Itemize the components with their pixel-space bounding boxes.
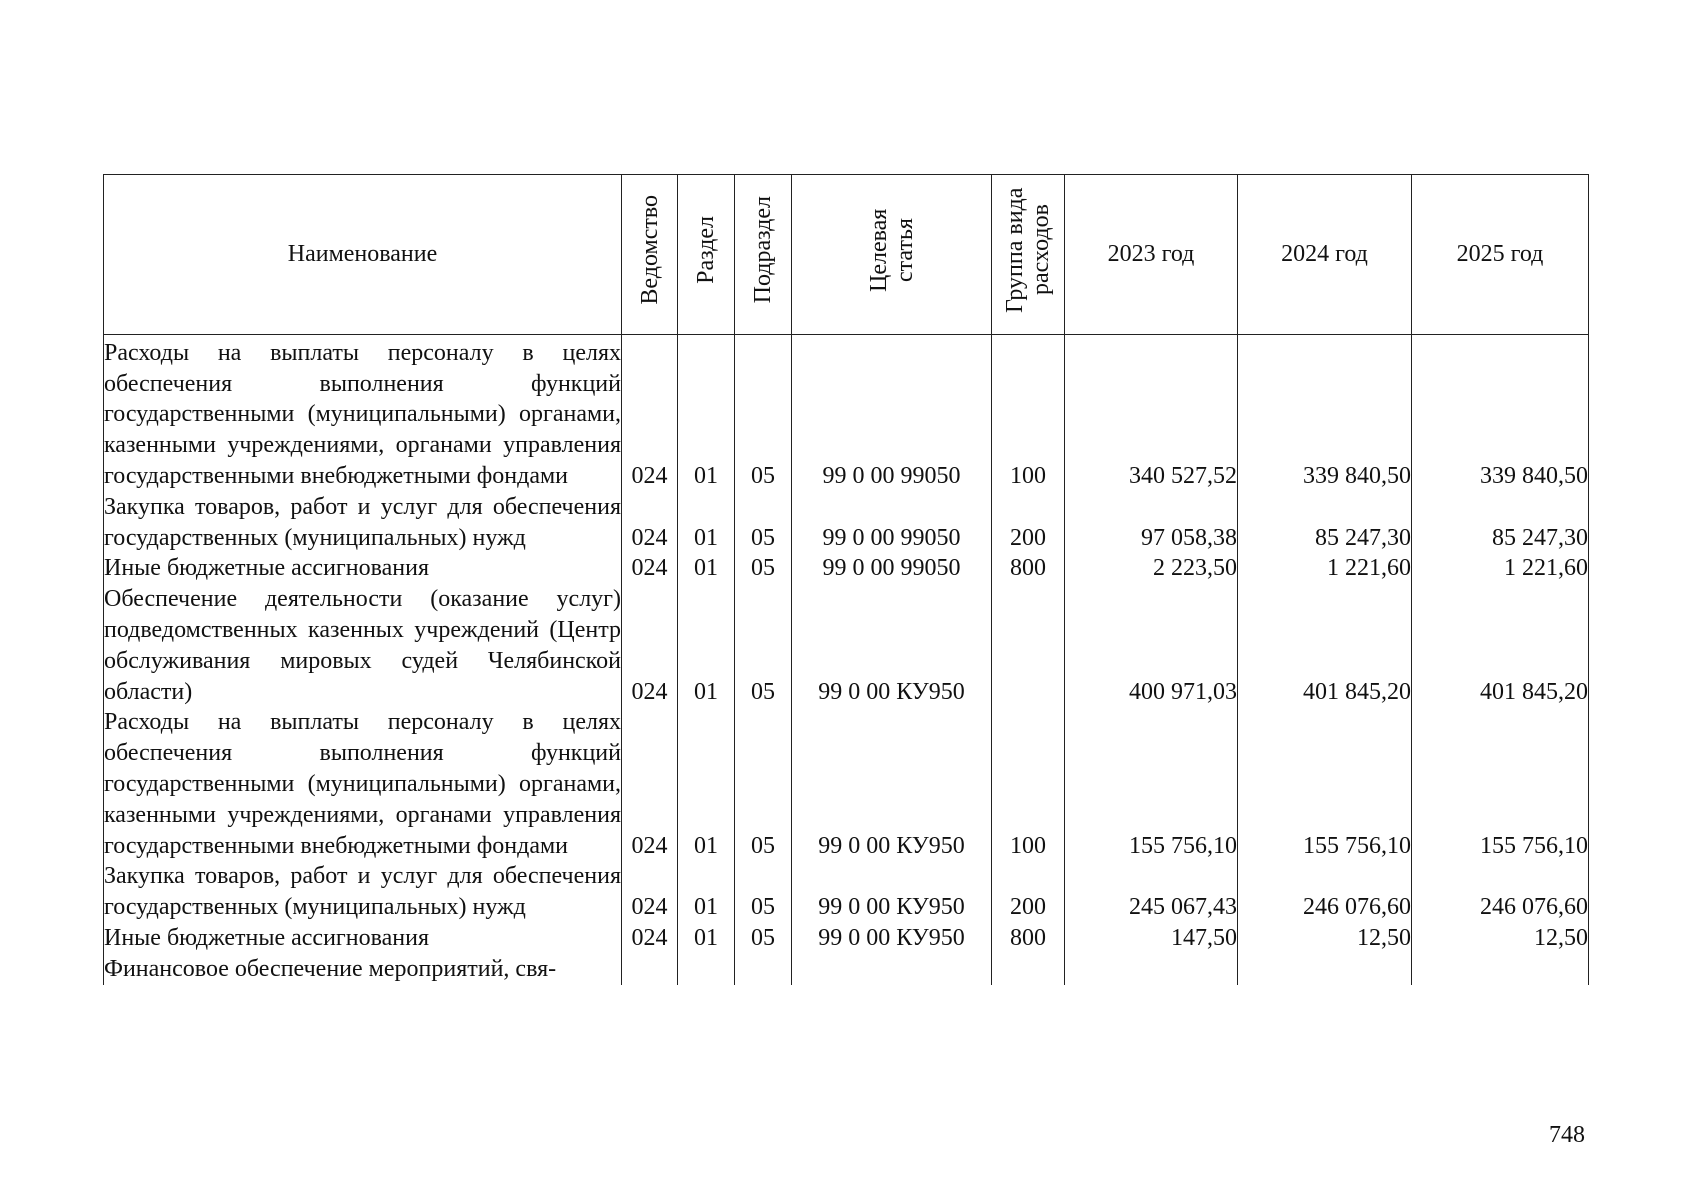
row-expense-group: 100 bbox=[992, 334, 1065, 491]
row-2025: 1 221,60 bbox=[1412, 553, 1589, 584]
table-row bbox=[104, 707, 1589, 861]
row-section: 01 bbox=[678, 334, 735, 491]
row-name: Иные бюджетные ассигнования bbox=[104, 553, 622, 584]
row-section: 01 bbox=[678, 861, 735, 923]
row-2025: 401 845,20 bbox=[1412, 584, 1589, 707]
row-2023: 147,50 bbox=[1065, 923, 1238, 954]
row-2023: 2 223,50 bbox=[1065, 553, 1238, 584]
row-subsection: 05 bbox=[735, 334, 792, 491]
header-2024: 2024 год bbox=[1238, 175, 1412, 335]
row-2024: 12,50 bbox=[1238, 923, 1412, 954]
row-target-item: 99 0 00 КУ950 bbox=[792, 707, 992, 861]
row-expense-group: 800 bbox=[992, 923, 1065, 954]
budget-table bbox=[103, 174, 1589, 985]
row-target-item bbox=[792, 954, 992, 985]
row-2025 bbox=[1412, 954, 1589, 985]
header-2025: 2025 год bbox=[1412, 175, 1589, 335]
row-name: Расходы на выплаты персоналу в целях обеспечения выполнения функций государственными (муниципальными) органами, казенными учреждениями, органами управления государственными внебюджетными фондами bbox=[104, 334, 622, 491]
row-2024: 155 756,10 bbox=[1238, 707, 1412, 861]
row-2023: 400 971,03 bbox=[1065, 584, 1238, 707]
row-name: Иные бюджетные ассигнования bbox=[104, 923, 622, 954]
table-row bbox=[104, 334, 1589, 491]
row-name: Расходы на выплаты персоналу в целях обеспечения выполнения функций государственными (муниципальными) органами, казенными учреждениями, органами управления государственными внебюджетными фондами bbox=[104, 707, 622, 861]
row-expense-group: 200 bbox=[992, 492, 1065, 554]
row-2024: 1 221,60 bbox=[1238, 553, 1412, 584]
row-section bbox=[678, 954, 735, 985]
table-row bbox=[104, 553, 1589, 584]
row-department: 024 bbox=[622, 334, 678, 491]
row-name: Закупка товаров, работ и услуг для обеспечения государственных (муниципальных) нужд bbox=[104, 861, 622, 923]
row-subsection: 05 bbox=[735, 492, 792, 554]
row-subsection: 05 bbox=[735, 923, 792, 954]
row-2025: 12,50 bbox=[1412, 923, 1589, 954]
row-expense-group bbox=[992, 954, 1065, 985]
row-department bbox=[622, 954, 678, 985]
row-subsection: 05 bbox=[735, 707, 792, 861]
row-subsection: 05 bbox=[735, 553, 792, 584]
row-2024 bbox=[1238, 954, 1412, 985]
row-2025: 155 756,10 bbox=[1412, 707, 1589, 861]
row-2024: 339 840,50 bbox=[1238, 334, 1412, 491]
row-target-item: 99 0 00 99050 bbox=[792, 334, 992, 491]
table-row bbox=[104, 861, 1589, 923]
page-number: 748 bbox=[1549, 1122, 1585, 1148]
row-target-item: 99 0 00 КУ950 bbox=[792, 584, 992, 707]
row-name: Закупка товаров, работ и услуг для обеспечения государственных (муниципальных) нужд bbox=[104, 492, 622, 554]
row-2024: 246 076,60 bbox=[1238, 861, 1412, 923]
row-department: 024 bbox=[622, 923, 678, 954]
row-name: Финансовое обеспечение мероприятий, свя- bbox=[104, 954, 622, 985]
row-2025: 85 247,30 bbox=[1412, 492, 1589, 554]
row-expense-group bbox=[992, 584, 1065, 707]
row-name: Обеспечение деятельности (оказание услуг) подведомственных казенных учреждений (Центр обслуживания мировых судей Челябинской области) bbox=[104, 584, 622, 707]
row-2024: 401 845,20 bbox=[1238, 584, 1412, 707]
row-department: 024 bbox=[622, 707, 678, 861]
table-row bbox=[104, 923, 1589, 954]
row-expense-group: 100 bbox=[992, 707, 1065, 861]
row-target-item: 99 0 00 99050 bbox=[792, 553, 992, 584]
row-section: 01 bbox=[678, 707, 735, 861]
table-row bbox=[104, 492, 1589, 554]
row-2023 bbox=[1065, 954, 1238, 985]
row-section: 01 bbox=[678, 584, 735, 707]
row-department: 024 bbox=[622, 861, 678, 923]
row-section: 01 bbox=[678, 923, 735, 954]
header-row bbox=[104, 175, 1589, 335]
row-target-item: 99 0 00 99050 bbox=[792, 492, 992, 554]
row-2024: 85 247,30 bbox=[1238, 492, 1412, 554]
row-2025: 339 840,50 bbox=[1412, 334, 1589, 491]
header-name: Наименование bbox=[104, 175, 622, 335]
row-department: 024 bbox=[622, 584, 678, 707]
row-2023: 97 058,38 bbox=[1065, 492, 1238, 554]
row-section: 01 bbox=[678, 553, 735, 584]
row-expense-group: 800 bbox=[992, 553, 1065, 584]
table-row bbox=[104, 584, 1589, 707]
header-target-item: Целевая статья bbox=[792, 175, 992, 335]
row-2023: 245 067,43 bbox=[1065, 861, 1238, 923]
row-expense-group: 200 bbox=[992, 861, 1065, 923]
row-2023: 340 527,52 bbox=[1065, 334, 1238, 491]
row-target-item: 99 0 00 КУ950 bbox=[792, 923, 992, 954]
row-department: 024 bbox=[622, 553, 678, 584]
row-section: 01 bbox=[678, 492, 735, 554]
row-2023: 155 756,10 bbox=[1065, 707, 1238, 861]
header-2023: 2023 год bbox=[1065, 175, 1238, 335]
row-department: 024 bbox=[622, 492, 678, 554]
header-subsection: Подраздел bbox=[735, 175, 792, 335]
header-section: Раздел bbox=[678, 175, 735, 335]
row-subsection: 05 bbox=[735, 584, 792, 707]
header-department: Ведомство bbox=[622, 175, 678, 335]
row-target-item: 99 0 00 КУ950 bbox=[792, 861, 992, 923]
row-subsection bbox=[735, 954, 792, 985]
table-row bbox=[104, 954, 1589, 985]
row-2025: 246 076,60 bbox=[1412, 861, 1589, 923]
row-subsection: 05 bbox=[735, 861, 792, 923]
header-expense-group: Группа вида расходов bbox=[992, 175, 1065, 335]
